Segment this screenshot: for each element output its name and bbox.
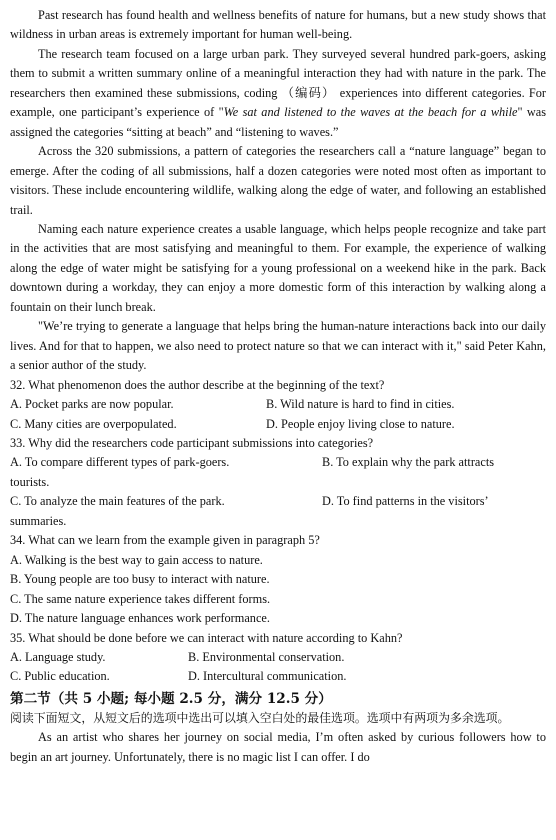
option-a: A. Walking is the best way to gain access to nature. [10, 552, 263, 567]
paragraph-2-text-b: " was assigned the categories “sitting at beach” and “listening to waves.” [10, 105, 546, 139]
option-d-continued: summaries. [10, 513, 67, 528]
option-d: D. The nature language enhances work performance. [10, 611, 270, 626]
option-d: D. Intercultural communication. [188, 669, 347, 684]
option-a: A. Pocket parks are now popular. [10, 397, 174, 412]
option-b-continued: tourists. [10, 474, 50, 489]
option-row [10, 492, 546, 511]
question-35 [10, 629, 546, 687]
section-passage-paragraph-1: As an artist who shares her journey on social media, I’m often asked by curious followers how to begin an art journey. Unfortunately, there is no magic list I can offer. I do [10, 730, 546, 764]
option-c: C. Many cities are overpopulated. [10, 416, 177, 431]
option-a: A. Language study. [10, 649, 106, 664]
option-d: D. People enjoy living close to nature. [266, 416, 455, 431]
question-stem: 32. What phenomenon does the author describe at the beginning of the text? [10, 377, 385, 392]
option-row [10, 667, 546, 686]
option-b: B. Wild nature is hard to find in cities. [266, 397, 455, 412]
passage-paragraph-4: Naming each nature experience creates a usable language, which helps people recognize and take part in the activities that are most satisfying and meaningful to them. For example, the experience of walking along the edge of water might be satisfying for a young professional on a weekend hike in the park. Back downtown during a workday, they can enjoy a more domestic form of this interaction by walking along a fountain on their lunch break. [10, 221, 546, 314]
passage-paragraph-1: Past research has found health and wellness benefits of nature for humans, but a new study shows that wildness in urban areas is extremely important for human well-being. [10, 8, 546, 42]
option-b: B. Young people are too busy to interact with nature. [10, 572, 270, 587]
passage-paragraph-2 [10, 45, 546, 142]
question-34 [10, 531, 546, 628]
passage-paragraph-5: "We’re trying to generate a language that helps bring the human-nature interactions back into our daily lives. And for that to happen, we also need to protect nature so that we can interact with it," said Peter Kahn, a senior author of the study. [10, 319, 546, 373]
question-stem: 35. What should be done before we can interact with nature according to Kahn? [10, 630, 403, 645]
paragraph-2-text-a: The research team focused on a large urban park. They surveyed several hundred park-goers, asking them to submit a written summary online of a meaningful interaction they had with nature in the park. The researchers then examined these submissions, coding （编码） experiences into different categories. For example, one participant’s experience of " [10, 46, 546, 120]
option-b: B. To explain why the park attracts [322, 455, 495, 470]
question-32 [10, 376, 546, 434]
option-a: A. To compare different types of park-goers. [10, 455, 230, 470]
question-33 [10, 434, 546, 531]
passage-paragraph-3: Across the 320 submissions, a pattern of categories the researchers call a “nature language” began to emerge. After the coding of all submissions, half a dozen categories were noted most often as important to visitors. These include encountering wildlife, walking along the edge of water, and following an established trail. [10, 144, 546, 217]
question-stem: 33. Why did the researchers code participant submissions into categories? [10, 435, 374, 450]
section-heading: 第二节（共 5 小题; 每小题 2.5 分，满分 12.5 分） [10, 690, 332, 707]
option-c: C. To analyze the main features of the park. [10, 494, 225, 509]
option-c: C. Public education. [10, 669, 110, 684]
option-d: D. To find patterns in the visitors’ [322, 494, 489, 509]
option-row [10, 415, 546, 434]
question-stem: 34. What can we learn from the example given in paragraph 5? [10, 533, 320, 548]
option-row [10, 395, 546, 414]
section-instructions: 阅读下面短文，从短文后的选项中选出可以填入空白处的最佳选项。选项中有两项为多余选项。 [10, 710, 510, 725]
option-row [10, 648, 546, 667]
option-b: B. Environmental conservation. [188, 649, 345, 664]
paragraph-2-quote: We sat and listened to the waves at the beach for a while [223, 105, 518, 120]
option-c: C. The same nature experience takes different forms. [10, 591, 271, 606]
option-row [10, 453, 546, 472]
